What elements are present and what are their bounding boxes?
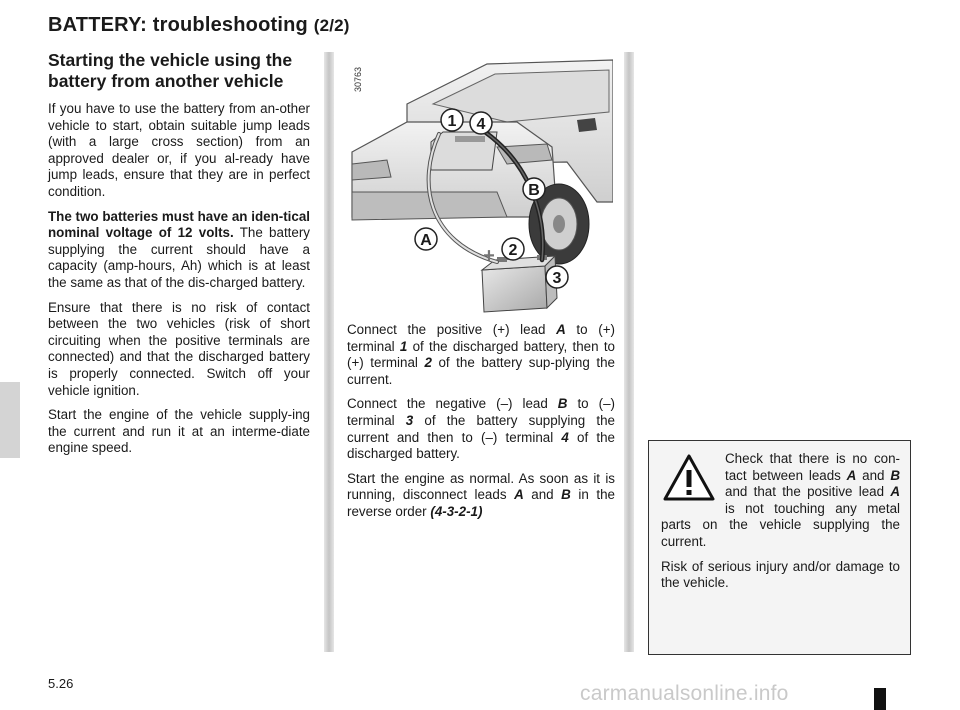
warning-triangle-icon [663,453,715,503]
page-number: 5.26 [48,676,74,691]
voltage-capacity-text: The battery supplying the current should have a capacity (amp-hours, Ah) which is at least the same as that of the dis-charged battery. [48,225,310,290]
paragraph-positive-lead: Connect the positive (+) lead A to (+) terminal 1 of the discharged battery, then to (+) terminal 2 of the battery sup-plying the current. [347,322,615,387]
callout-4: 4 [476,116,486,133]
lead-a-ref: A [556,322,566,337]
illustration-ref-number: 30763 [353,66,363,92]
terminal-2-ref: 2 [424,355,432,371]
page-title [48,14,350,37]
page-title-part: (2/2) [313,16,350,35]
middle-column [347,322,615,529]
chapter-side-tab [0,382,20,458]
paragraph-negative-lead: Connect the negative (–) lead B to (–) terminal 3 of the battery supplying the current and then to (–) terminal 4 of the discharged battery. [347,396,615,462]
jump-start-illustration [347,52,613,314]
voltage-warning-bold: The two batteries must have an iden-tical nominal voltage of 12 volts. [48,208,310,241]
paragraph-start-engine: Start the engine of the vehicle supply-ing the current and run it at an interme-diate engine speed. [48,407,310,456]
left-column [48,50,310,465]
callout-a: A [420,232,432,249]
lead-b-ref: B [557,396,568,412]
callout-2: 2 [508,242,518,259]
page-corner-mark [874,688,886,710]
paragraph-voltage [48,209,310,292]
callout-3: 3 [552,270,562,287]
callout-b: B [528,182,540,199]
warning-risk-text: Risk of serious injury and/or damage to the vehicle. [661,558,900,591]
column-divider-right [624,52,634,652]
terminal-3-ref: 3 [405,412,414,428]
site-watermark: carmanualsonline.info [580,682,789,705]
terminal-1-ref: 1 [399,338,408,354]
warning-box [648,440,911,655]
paragraph-jump-leads: If you have to use the battery from an-other vehicle to start, obtain suitable jump leads (with a large cross section) from an approved dealer or, if you al-ready have jump leads, ensure that they are in perfect condition. [48,101,310,199]
paragraph-contact-risk: Ensure that there is no risk of contact between the two vehicles (risk of short circuiting when the positive terminals are connected) and that the discharged battery is properly connected. Switch off your vehicle ignition. [48,299,310,398]
terminal-4-ref: 4 [561,429,569,445]
paragraph-disconnect-order: Start the engine as normal. As soon as it is running, disconnect leads A and B in the reverse order (4-3-2-1) [347,470,615,519]
disconnect-order-ref: (4-3-2-1) [430,503,483,519]
discharged-battery [431,132,497,170]
page-title-text: BATTERY: troubleshooting [48,14,308,36]
callout-1: 1 [447,113,457,130]
warning-contact-text: Check that there is no con-tact between leads A and B and that the positive lead A is not touching any metal parts on the vehicle supplying the current. [661,451,900,549]
section-title: Starting the vehicle using the battery from another vehicle [48,50,293,91]
column-divider-left [324,52,334,652]
positive-sign: + [483,245,495,267]
